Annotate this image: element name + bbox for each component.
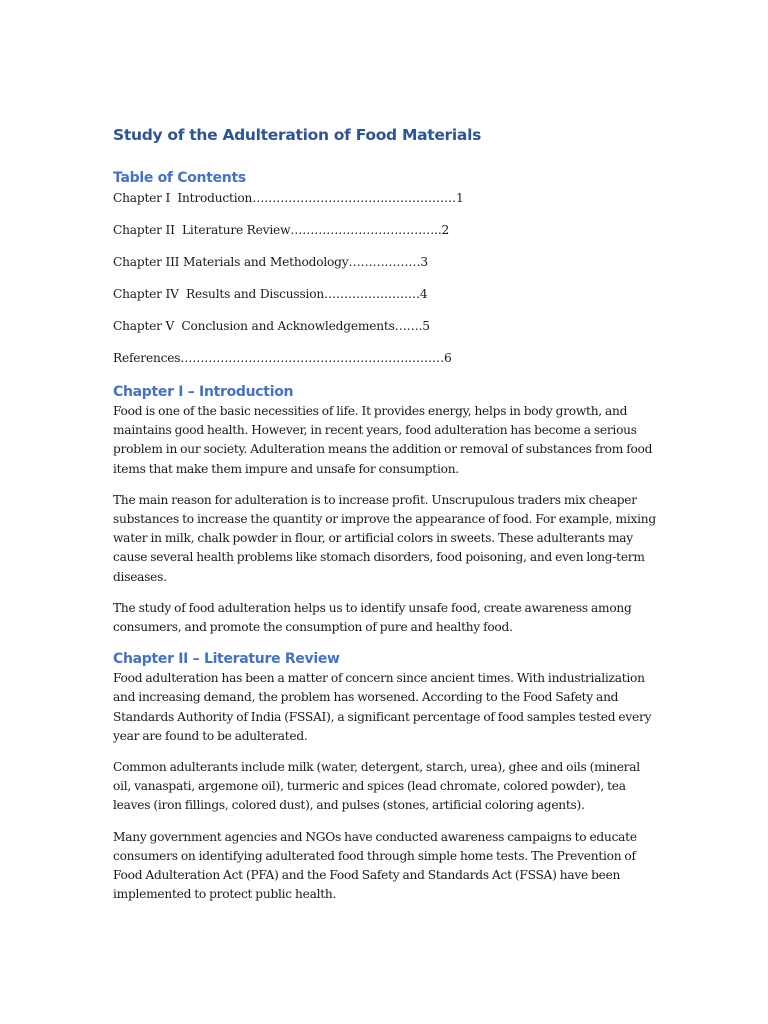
- paragraph: Food is one of the basic necessities of life. It provides energy, helps in body growth, and maintains good health. However, in recent years, food adulteration has become a serious problem in our society. Adulteration means the addition or removal of substances from food items that make them impure and unsafe for consumption.: [113, 404, 653, 476]
- table-of-contents: [113, 168, 661, 368]
- toc-entry-chapter-5[interactable]: Chapter V Conclusion and Acknowledgements…….5: [113, 319, 430, 333]
- section-heading: Chapter I – Introduction: [113, 384, 294, 400]
- toc-heading: Table of Contents: [113, 170, 246, 186]
- paragraph: Common adulterants include milk (water, detergent, starch, urea), ghee and oils (mineral oil, vanaspati, argemone oil), turmeric and spices (lead chromate, colored powder), tea leaves (iron fillings, colored dust), and pulses (stones, artificial coloring agents).: [113, 760, 640, 813]
- paragraph: The main reason for adulteration is to increase profit. Unscrupulous traders mix cheaper substances to increase the quantity or improve the appearance of food. For example, mixing water in milk, chalk powder in flour, or artificial colors in sweets. These adulterants may cause several health problems like stomach disorders, food poisoning, and even long-term diseases.: [113, 492, 656, 584]
- paragraph: Many government agencies and NGOs have conducted awareness campaigns to educate consumers on identifying adulterated food through simple home tests. The Prevention of Food Adulteration Act (PFA) and the Food Safety and Standards Act (FSSA) have been implemented to protect public health.: [113, 829, 637, 902]
- document-page: [113, 124, 661, 916]
- toc-list: [113, 188, 661, 368]
- section-heading: Chapter II – Literature Review: [113, 651, 340, 668]
- toc-entry-chapter-1[interactable]: Chapter I Introduction……………………………………………1: [113, 191, 464, 205]
- toc-entry-chapter-3[interactable]: Chapter III Materials and Methodology………………3: [113, 255, 428, 269]
- document-title: Study of the Adulteration of Food Materials: [113, 126, 482, 144]
- toc-entry-references[interactable]: References…………………………………………………………6: [113, 351, 452, 365]
- paragraph: The study of food adulteration helps us to identify unsafe food, create awareness among consumers, and promote the consumption of pure and healthy food.: [113, 600, 632, 635]
- paragraph: Food adulteration has been a matter of concern since ancient times. With industrialization and increasing demand, the problem has worsened. According to the Food Safety and Standards Authority of India (FSSAI), a significant percentage of food samples tested every year are found to be adulterated.: [113, 671, 652, 743]
- section-introduction: [113, 382, 661, 637]
- toc-entry-chapter-2[interactable]: Chapter II Literature Review………………………………..2: [113, 223, 450, 237]
- toc-entry-chapter-4[interactable]: Chapter IV Results and Discussion……………………4: [113, 287, 428, 301]
- section-literature-review: [113, 649, 661, 904]
